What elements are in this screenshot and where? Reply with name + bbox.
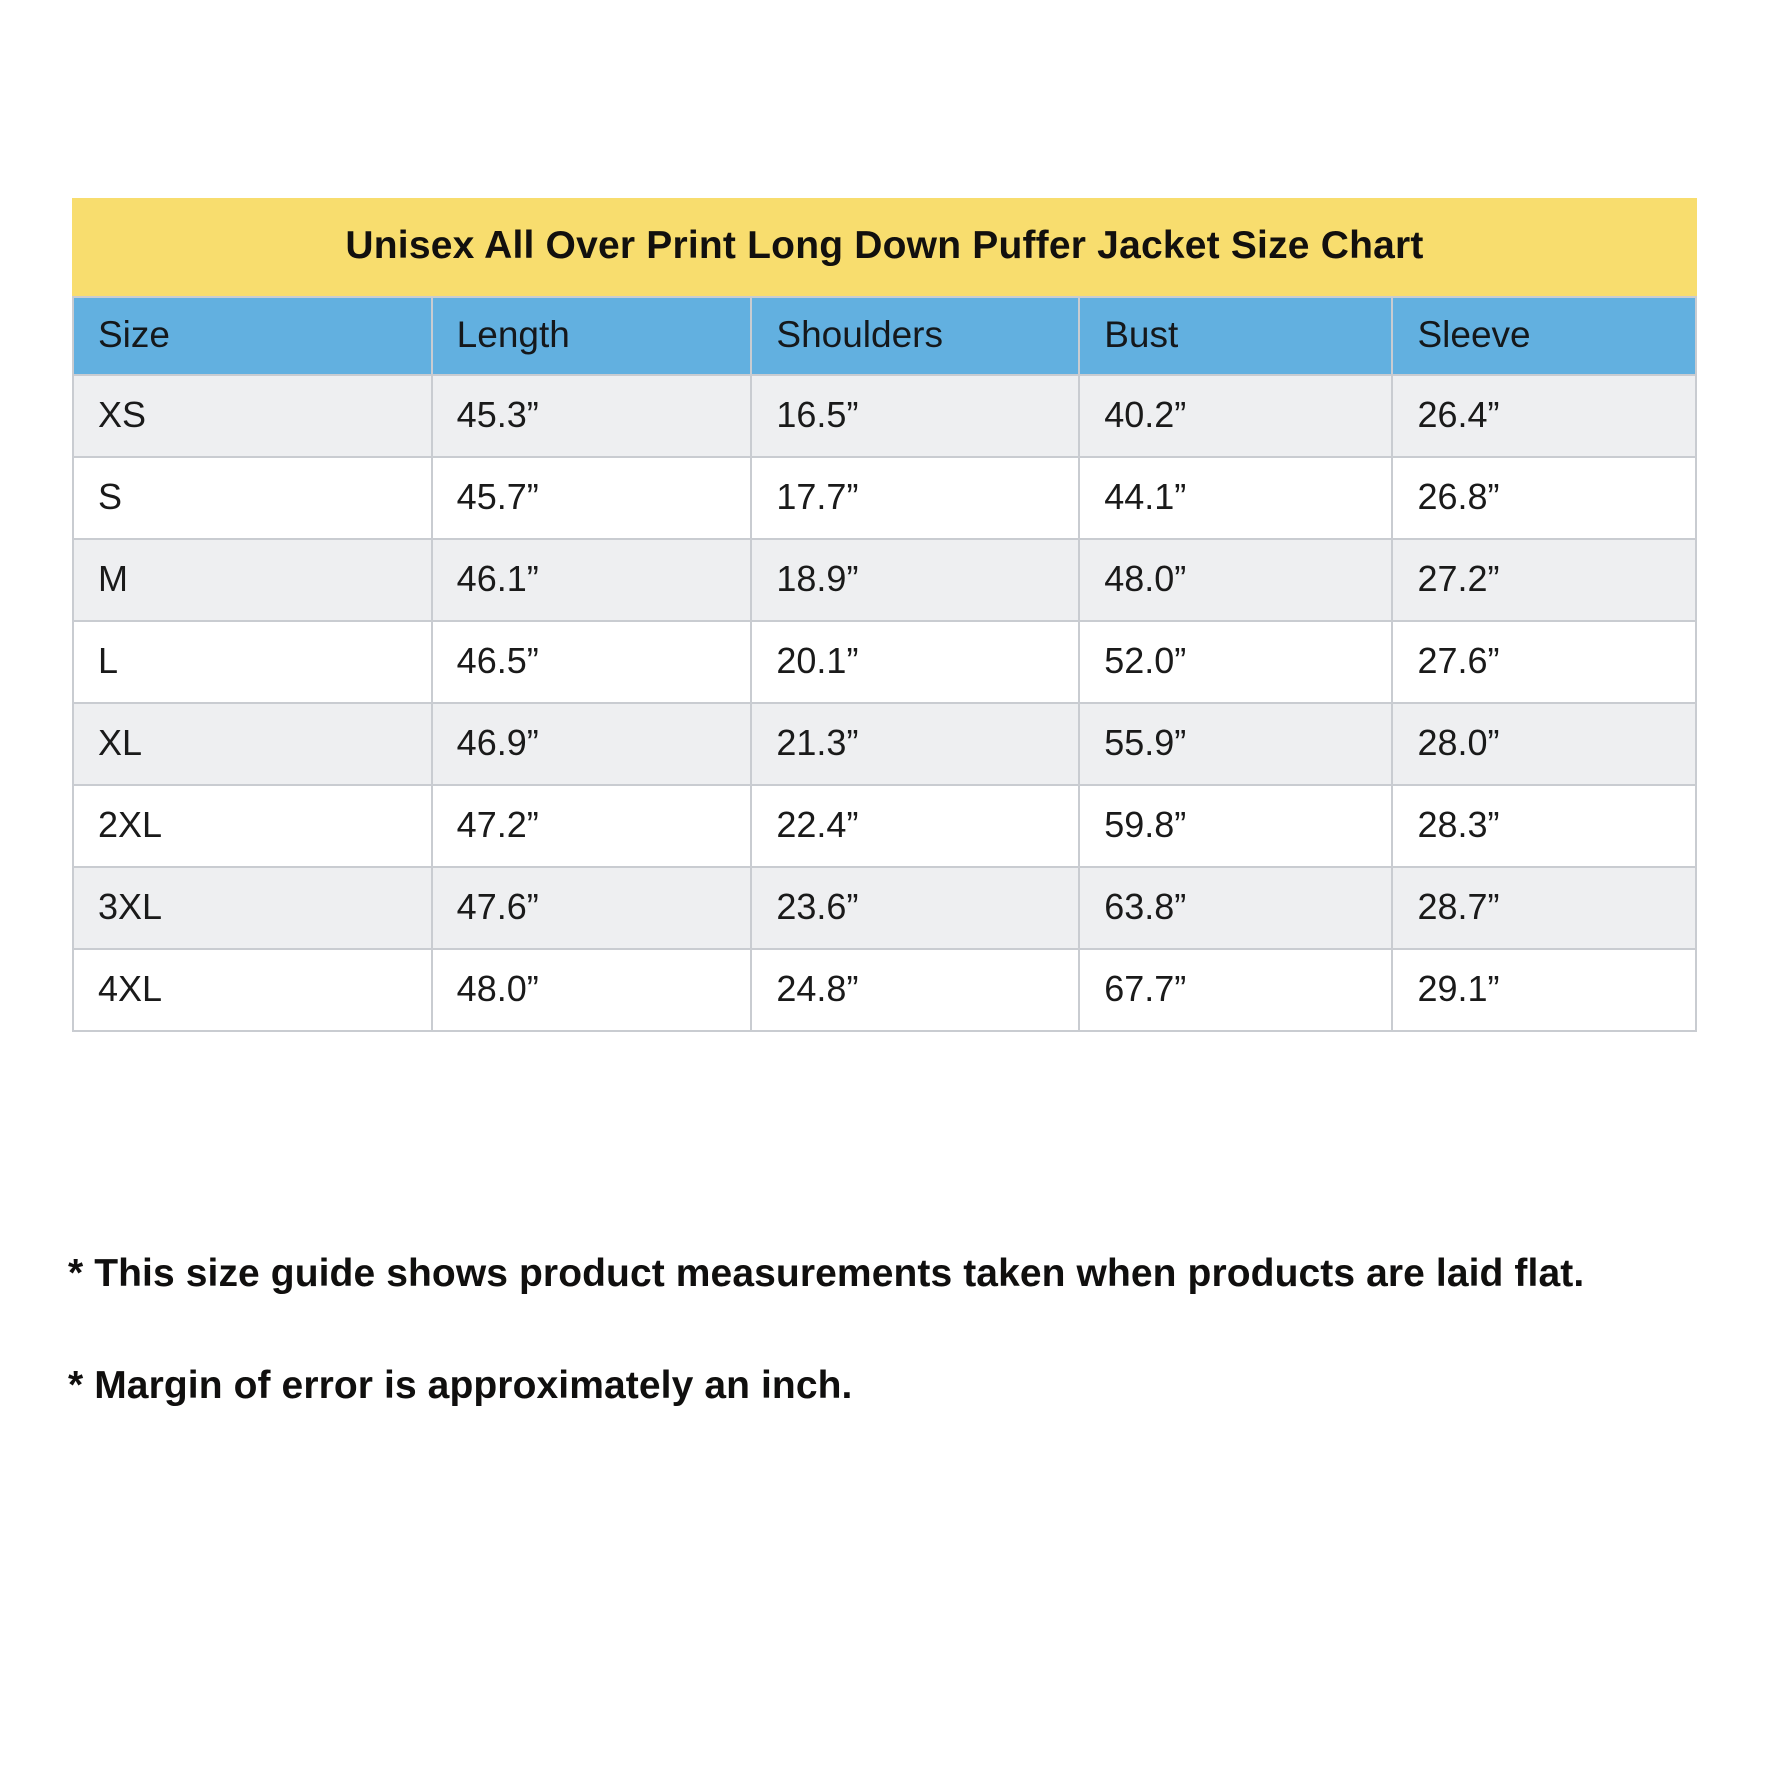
cell-sleeve: 26.8” [1392,457,1696,539]
size-chart-table [72,296,1697,1032]
table-row [73,703,1696,785]
cell-shoulders: 20.1” [751,621,1079,703]
cell-bust: 67.7” [1079,949,1392,1031]
table-header-row [73,297,1696,375]
column-header-length: Length [432,297,752,375]
note-laid-flat: * This size guide shows product measurements taken when products are laid flat. [68,1252,1585,1295]
table-row [73,949,1696,1031]
cell-bust: 48.0” [1079,539,1392,621]
table-row [73,785,1696,867]
cell-length: 45.7” [432,457,752,539]
cell-length: 46.1” [432,539,752,621]
cell-shoulders: 18.9” [751,539,1079,621]
cell-length: 48.0” [432,949,752,1031]
cell-size: 4XL [73,949,432,1031]
table-row [73,539,1696,621]
cell-sleeve: 28.0” [1392,703,1696,785]
cell-bust: 40.2” [1079,375,1392,457]
cell-shoulders: 21.3” [751,703,1079,785]
cell-length: 47.2” [432,785,752,867]
cell-sleeve: 27.2” [1392,539,1696,621]
cell-bust: 52.0” [1079,621,1392,703]
cell-shoulders: 16.5” [751,375,1079,457]
cell-shoulders: 22.4” [751,785,1079,867]
cell-size: L [73,621,432,703]
table-row [73,621,1696,703]
table-header [73,297,1696,375]
cell-bust: 59.8” [1079,785,1392,867]
table-body [73,375,1696,1031]
cell-size: 2XL [73,785,432,867]
table-row [73,457,1696,539]
column-header-size: Size [73,297,432,375]
cell-bust: 44.1” [1079,457,1392,539]
cell-shoulders: 17.7” [751,457,1079,539]
cell-sleeve: 27.6” [1392,621,1696,703]
cell-length: 47.6” [432,867,752,949]
table-row [73,375,1696,457]
table-row [73,867,1696,949]
column-header-sleeve: Sleeve [1392,297,1696,375]
cell-length: 45.3” [432,375,752,457]
cell-sleeve: 28.3” [1392,785,1696,867]
cell-sleeve: 28.7” [1392,867,1696,949]
cell-size: M [73,539,432,621]
cell-size: XL [73,703,432,785]
cell-sleeve: 29.1” [1392,949,1696,1031]
cell-shoulders: 24.8” [751,949,1079,1031]
cell-length: 46.5” [432,621,752,703]
column-header-bust: Bust [1079,297,1392,375]
note-margin-of-error: * Margin of error is approximately an inch. [68,1363,853,1407]
cell-bust: 63.8” [1079,867,1392,949]
size-chart-container [72,198,1697,1032]
cell-length: 46.9” [432,703,752,785]
cell-bust: 55.9” [1079,703,1392,785]
column-header-shoulders: Shoulders [751,297,1079,375]
cell-size: XS [73,375,432,457]
cell-size: 3XL [73,867,432,949]
notes-section [68,1248,1608,1412]
cell-sleeve: 26.4” [1392,375,1696,457]
cell-size: S [73,457,432,539]
cell-shoulders: 23.6” [751,867,1079,949]
page-title: Unisex All Over Print Long Down Puffer Jacket Size Chart [72,198,1697,296]
